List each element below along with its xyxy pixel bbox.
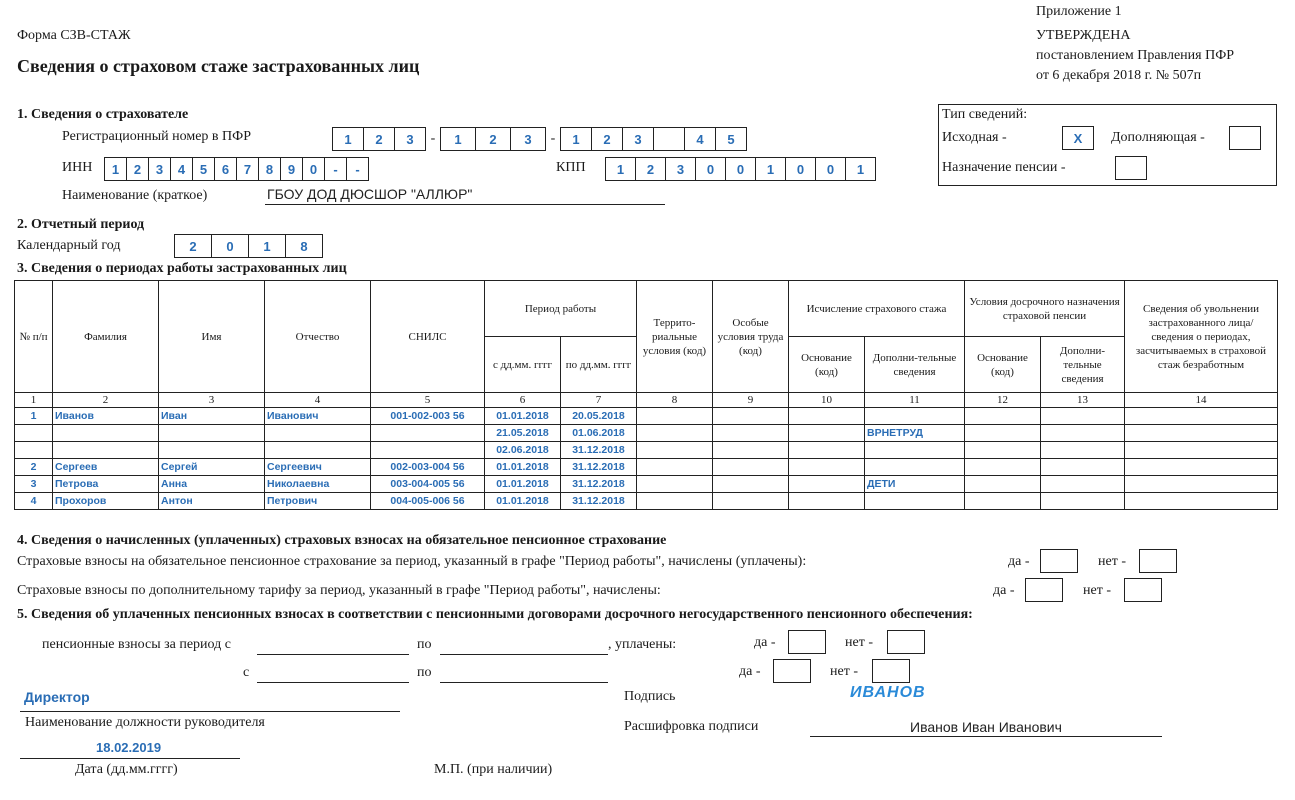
- section5-period2-no-label: нет -: [830, 664, 858, 679]
- kpp-digit: 0: [725, 157, 756, 181]
- info-type-box: [938, 104, 1277, 186]
- row-snils: [371, 442, 485, 459]
- col-calc-header: Исчисление страхового стажа: [789, 281, 965, 337]
- kpp-digit: 1: [845, 157, 876, 181]
- col-dismissal-header: Сведения об увольнении застрахованного лица/ сведения о периодах, засчитываемых в страховой стаж безработным: [1125, 281, 1278, 393]
- section4-line1: Страховые взносы на обязательное пенсионное страхование за период, указанный в графе "Период работы", начислены (уплачены):: [17, 554, 807, 569]
- appendix-label: Приложение 1: [1036, 4, 1122, 19]
- column-number: 1: [15, 393, 53, 408]
- row-from: 21.05.2018: [485, 425, 561, 442]
- col-period-header: Период работы: [485, 281, 637, 337]
- section1-title: 1. Сведения о страхователе: [17, 107, 189, 122]
- row-num: 1: [15, 408, 53, 425]
- section5-period2-no-checkbox[interactable]: [872, 659, 910, 683]
- reg-digit: 3: [394, 127, 426, 151]
- row-calc-extra: [865, 408, 965, 425]
- col-calc-basis-header: Основание (код): [789, 337, 865, 393]
- section5-period2-to-field[interactable]: [440, 664, 608, 683]
- row-snils: 001-002-003 56: [371, 408, 485, 425]
- reg-digit: 4: [684, 127, 716, 151]
- row-name: [159, 425, 265, 442]
- section4-line2-yes-checkbox[interactable]: [1025, 578, 1063, 602]
- inn-digit: 2: [126, 157, 149, 181]
- row-to: 31.12.2018: [561, 493, 637, 510]
- row-calc-extra: ДЕТИ: [865, 476, 965, 493]
- inn-digit: -: [346, 157, 369, 181]
- kpp-digit: 1: [755, 157, 786, 181]
- table-header-row: [15, 281, 1278, 337]
- col-name-header: Имя: [159, 281, 265, 393]
- row-snils: 004-005-006 56: [371, 493, 485, 510]
- table-row[interactable]: [15, 476, 1278, 493]
- col-early-header: Условия досрочного назначения страховой пенсии: [965, 281, 1125, 337]
- kpp-digit: 0: [695, 157, 726, 181]
- date-value: 18.02.2019: [96, 740, 162, 755]
- row-to: 31.12.2018: [561, 442, 637, 459]
- table-row[interactable]: [15, 493, 1278, 510]
- section4-line2-no-label: нет -: [1083, 583, 1111, 598]
- section4-line1-yes-checkbox[interactable]: [1040, 549, 1078, 573]
- signature-label: Подпись: [624, 689, 676, 704]
- row-from: 01.01.2018: [485, 408, 561, 425]
- reg-digit: 1: [332, 127, 364, 151]
- position-label: Наименование должности руководителя: [25, 715, 265, 730]
- column-number: 7: [561, 393, 637, 408]
- table-row[interactable]: [15, 459, 1278, 476]
- inn-digit: 3: [148, 157, 171, 181]
- column-number: 9: [713, 393, 789, 408]
- reg-digit: 2: [363, 127, 395, 151]
- row-snils: 002-003-004 56: [371, 459, 485, 476]
- section2-title: 2. Отчетный период: [17, 217, 145, 232]
- reg-separator: -: [550, 131, 556, 146]
- reg-number-field[interactable]: [332, 127, 747, 151]
- column-number: 13: [1041, 393, 1125, 408]
- section5-period1-to-label: по: [417, 637, 432, 652]
- reg-number-label: Регистрационный номер в ПФР: [62, 129, 251, 144]
- row-patronymic: Иванович: [265, 408, 371, 425]
- row-patronymic: Петрович: [265, 493, 371, 510]
- reg-digit: 2: [475, 127, 511, 151]
- row-snils: [371, 425, 485, 442]
- row-patronymic: [265, 425, 371, 442]
- col-patronymic-header: Отчество: [265, 281, 371, 393]
- year-field[interactable]: [174, 234, 323, 258]
- row-patronymic: [265, 442, 371, 459]
- inn-digit: 5: [192, 157, 215, 181]
- section4-line1-yes-label: да -: [1008, 554, 1030, 569]
- column-number: 2: [53, 393, 159, 408]
- row-from: 02.06.2018: [485, 442, 561, 459]
- section5-title: 5. Сведения об уплаченных пенсионных взносах в соответствии с пенсионными договорами досрочного негосударственного пенсионного обеспечения:: [17, 607, 973, 622]
- org-name-field[interactable]: [265, 186, 665, 205]
- column-numbers-row: [15, 393, 1278, 408]
- column-number: 14: [1125, 393, 1278, 408]
- section5-period1-to-field[interactable]: [440, 636, 608, 655]
- info-type-original-checkbox[interactable]: X: [1062, 126, 1094, 150]
- col-to-header: по дд.мм. гггг: [561, 337, 637, 393]
- info-type-pension-label: Назначение пенсии -: [942, 160, 1066, 175]
- info-type-supplement-label: Дополняющая -: [1111, 130, 1205, 145]
- row-num: [15, 442, 53, 459]
- kpp-digit: 2: [635, 157, 666, 181]
- col-num-header: № п/п: [15, 281, 53, 393]
- section3-title: 3. Сведения о периодах работы застрахованных лиц: [17, 261, 347, 276]
- row-to: 31.12.2018: [561, 476, 637, 493]
- inn-digit: 1: [104, 157, 127, 181]
- reg-digit: [653, 127, 685, 151]
- row-patronymic: Николаевна: [265, 476, 371, 493]
- row-snils: 003-004-005 56: [371, 476, 485, 493]
- info-type-supplement-checkbox[interactable]: [1229, 126, 1261, 150]
- inn-label: ИНН: [62, 160, 93, 175]
- section5-period1-no-checkbox[interactable]: [887, 630, 925, 654]
- section5-period2-from-label: с: [243, 665, 250, 680]
- section4-title: 4. Сведения о начисленных (уплаченных) страховых взносах на обязательное пенсионное страхование: [17, 533, 667, 548]
- col-early-basis-header: Основание (код): [965, 337, 1041, 393]
- date-field[interactable]: [20, 742, 240, 759]
- decode-value: Иванов Иван Иванович: [910, 719, 1062, 735]
- inn-field[interactable]: [104, 157, 369, 181]
- info-type-title: Тип сведений:: [942, 107, 1028, 122]
- position-field[interactable]: [20, 689, 400, 712]
- section4-line1-no-label: нет -: [1098, 554, 1126, 569]
- row-from: 01.01.2018: [485, 476, 561, 493]
- decode-label: Расшифровка подписи: [624, 719, 759, 734]
- table-row[interactable]: [15, 408, 1278, 425]
- inn-digit: 9: [280, 157, 303, 181]
- row-num: 2: [15, 459, 53, 476]
- approved-label: УТВЕРЖДЕНА: [1036, 28, 1131, 43]
- column-number: 11: [865, 393, 965, 408]
- info-type-pension-checkbox[interactable]: [1115, 156, 1147, 180]
- reg-digit: 5: [715, 127, 747, 151]
- reg-digit: 3: [622, 127, 654, 151]
- inn-digit: -: [324, 157, 347, 181]
- row-patronymic: Сергеевич: [265, 459, 371, 476]
- position-value: Директор: [24, 689, 90, 705]
- col-territorial-header: Террито-риальные условия (код): [637, 281, 713, 393]
- approved-by: постановлением Правления ПФР: [1036, 48, 1235, 63]
- section5-period1-from-field[interactable]: [257, 636, 409, 655]
- org-name-value: ГБОУ ДОД ДЮСШОР "АЛЛЮР": [267, 186, 473, 202]
- col-snils-header: СНИЛС: [371, 281, 485, 393]
- col-calc-extra-header: Дополни-тельные сведения: [865, 337, 965, 393]
- reg-digit: 3: [510, 127, 546, 151]
- column-number: 12: [965, 393, 1041, 408]
- kpp-digit: 3: [665, 157, 696, 181]
- section5-period2-yes-checkbox[interactable]: [773, 659, 811, 683]
- row-calc-extra: [865, 459, 965, 476]
- row-calc-extra: [865, 442, 965, 459]
- signature-value: ИВАНОВ: [850, 684, 926, 701]
- reg-digit: 2: [591, 127, 623, 151]
- inn-digit: 0: [302, 157, 325, 181]
- row-surname: [53, 442, 159, 459]
- year-digit: 0: [211, 234, 249, 258]
- form-code: Форма СЗВ-СТАЖ: [17, 28, 131, 43]
- col-surname-header: Фамилия: [53, 281, 159, 393]
- page-title: Сведения о страховом стаже застрахованных лиц: [17, 56, 420, 76]
- year-digit: 1: [248, 234, 286, 258]
- reg-digit: 1: [560, 127, 592, 151]
- kpp-digit: 1: [605, 157, 636, 181]
- stamp-label: М.П. (при наличии): [434, 762, 553, 777]
- row-surname: Сергеев: [53, 459, 159, 476]
- column-number: 6: [485, 393, 561, 408]
- year-label: Календарный год: [17, 238, 121, 253]
- section5-period1-yes-label: да -: [754, 635, 776, 650]
- inn-digit: 4: [170, 157, 193, 181]
- section5-period2-to-label: по: [417, 665, 432, 680]
- row-to: 20.05.2018: [561, 408, 637, 425]
- row-surname: Петрова: [53, 476, 159, 493]
- row-to: 31.12.2018: [561, 459, 637, 476]
- row-surname: [53, 425, 159, 442]
- reg-separator: -: [430, 131, 436, 146]
- table-row[interactable]: [15, 442, 1278, 459]
- row-num: 3: [15, 476, 53, 493]
- row-name: [159, 442, 265, 459]
- kpp-digit: 0: [785, 157, 816, 181]
- row-surname: Прохоров: [53, 493, 159, 510]
- kpp-label: КПП: [556, 160, 586, 175]
- row-name: Сергей: [159, 459, 265, 476]
- row-name: Иван: [159, 408, 265, 425]
- row-calc-extra: ВРНЕТРУД: [865, 425, 965, 442]
- info-type-original-label: Исходная -: [942, 130, 1007, 145]
- decode-field[interactable]: [810, 718, 1162, 737]
- row-to: 01.06.2018: [561, 425, 637, 442]
- row-num: 4: [15, 493, 53, 510]
- section4-line2-no-checkbox[interactable]: [1124, 578, 1162, 602]
- kpp-digit: 0: [815, 157, 846, 181]
- section5-period-label: пенсионные взносы за период с: [42, 637, 231, 652]
- section5-period2-from-field[interactable]: [257, 664, 409, 683]
- row-calc-extra: [865, 493, 965, 510]
- row-name: Анна: [159, 476, 265, 493]
- section5-period1-yes-checkbox[interactable]: [788, 630, 826, 654]
- col-special-header: Особые условия труда (код): [713, 281, 789, 393]
- section4-line2-yes-label: да -: [993, 583, 1015, 598]
- table-row[interactable]: [15, 425, 1278, 442]
- section4-line2: Страховые взносы по дополнительному тарифу за период, указанный в графе "Период работы", начислены:: [17, 583, 661, 598]
- approved-date: от 6 декабря 2018 г. № 507п: [1036, 68, 1202, 83]
- work-periods-table: [14, 280, 1278, 510]
- kpp-field[interactable]: [605, 157, 876, 181]
- row-from: 01.01.2018: [485, 493, 561, 510]
- column-number: 8: [637, 393, 713, 408]
- col-from-header: с дд.мм. гггг: [485, 337, 561, 393]
- column-number: 5: [371, 393, 485, 408]
- date-label: Дата (дд.мм.гггг): [75, 762, 178, 777]
- year-digit: 8: [285, 234, 323, 258]
- column-number: 4: [265, 393, 371, 408]
- section4-line1-no-checkbox[interactable]: [1139, 549, 1177, 573]
- inn-digit: 7: [236, 157, 259, 181]
- col-early-extra-header: Дополни-тельные сведения: [1041, 337, 1125, 393]
- section5-period1-no-label: нет -: [845, 635, 873, 650]
- column-number: 3: [159, 393, 265, 408]
- section5-paid-label: , уплачены:: [608, 637, 677, 652]
- inn-digit: 8: [258, 157, 281, 181]
- section5-period2-yes-label: да -: [739, 664, 761, 679]
- reg-digit: 1: [440, 127, 476, 151]
- year-digit: 2: [174, 234, 212, 258]
- org-name-label: Наименование (краткое): [62, 188, 208, 203]
- row-name: Антон: [159, 493, 265, 510]
- column-number: 10: [789, 393, 865, 408]
- row-num: [15, 425, 53, 442]
- row-from: 01.01.2018: [485, 459, 561, 476]
- row-surname: Иванов: [53, 408, 159, 425]
- inn-digit: 6: [214, 157, 237, 181]
